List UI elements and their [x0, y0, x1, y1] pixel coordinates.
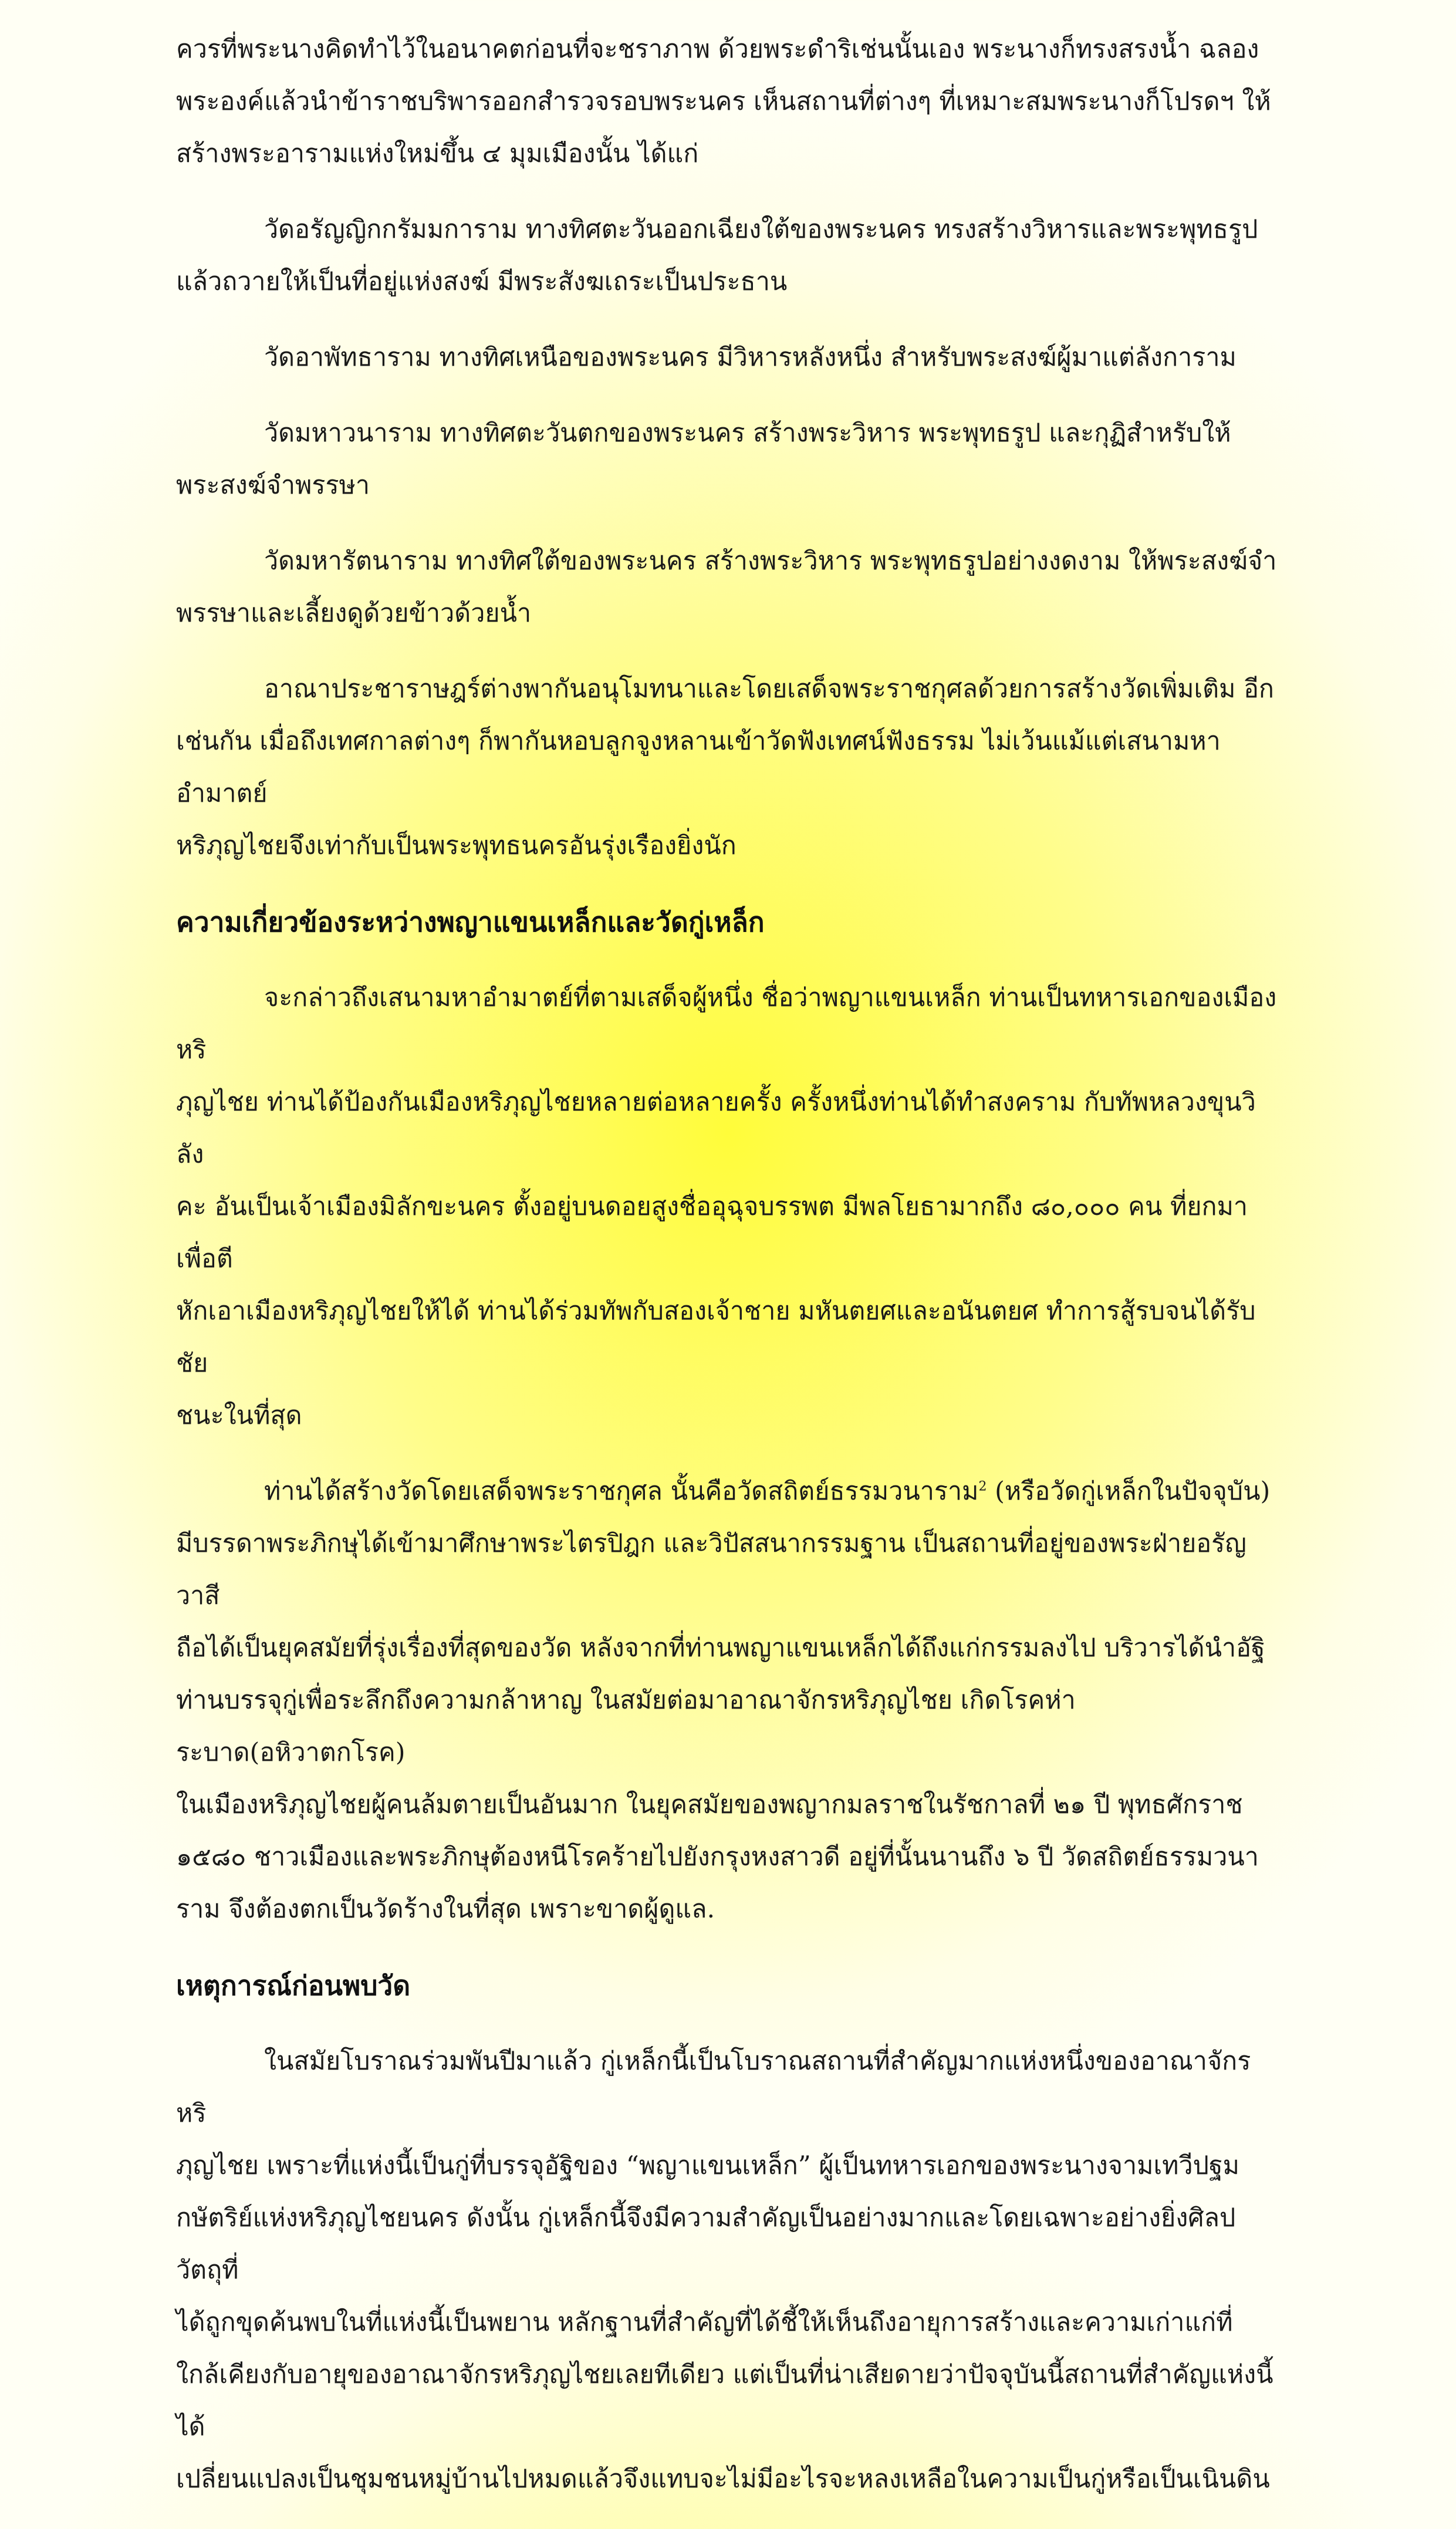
paragraph-wat-maharattanaram: วัดมหารัตนาราม ทางทิศใต้ของพระนคร สร้างพระวิหาร พระพุทธรูปอย่างงดงาม ให้พระสงฆ์จำ พรรษาและเลี้ยงดูด้วยข้าวด้วยน้ำ [176, 546, 1277, 628]
paragraph-wat-aphattharam: วัดอาพัทธาราม ทางทิศเหนือของพระนคร มีวิหารหลังหนึ่ง สำหรับพระสงฆ์ผู้มาแต่ลังการาม [264, 343, 1237, 372]
paragraph-wat-mahawanaram: วัดมหาวนาราม ทางทิศตะวันตกของพระนคร สร้างพระวิหาร พระพุทธรูป และกุฏิสำหรับให้ พระสงฆ์จำพรรษา [176, 418, 1231, 500]
paragraph-intro: ควรที่พระนางคิดทำไว้ในอนาคตก่อนที่จะชราภาพ ด้วยพระดำริเช่นนั้นเอง พระนางก็ทรงสรงน้ำ ฉลอง พระองค์แล้วนำข้าราชบริพารออกสำรวจรอบพระนคร เห็นสถานที่ต่างๆ ที่เหมาะสมพระนางก็โปรดฯ ให้ สร้างพระอารามแห่งใหม่ขึ้น ๔ มุมเมืองนั้น ได้แก่ [176, 35, 1271, 168]
footnote-marker: 2 [978, 1479, 987, 1494]
section-heading-relationship: ความเกี่ยวข้องระหว่างพญาแขนเหล็กและวัดกู่เหล็ก [176, 906, 765, 938]
paragraph-people-merit: อาณาประชาราษฎร์ต่างพากันอนุโมทนาและโดยเสด็จพระราชกุศลด้วยการสร้างวัดเพิ่มเติม อีก เช่นกัน เมื่อถึงเทศกาลต่างๆ ก็พากันหอบลูกจูงหลานเข้าวัดฟังเทศน์ฟังธรรม ไม่เว้นแม้แต่เสนามหาอำมาตย์ หริภุญไชยจึงเท่ากับเป็นพระพุทธนครอันรุ่งเรืองยิ่งนัก [176, 674, 1274, 860]
paragraph-wat-sathit: ท่านได้สร้างวัดโดยเสด็จพระราชกุศล นั้นคือวัดสถิตย์ธรรมวนาราม$^2$ (หรือวัดกู่เหล็กในปัจจุบัน) มีบรรดาพระภิกษุได้เข้ามาศึกษาพระไตรปิฎก และวิปัสสนากรรมฐาน เป็นสถานที่อยู่ของพระฝ่ายอรัญวาสี ถือได้เป็นยุคสมัยที่รุ่งเรื่องที่สุดของวัด หลังจากที่ท่านพญาแขนเหล็กได้ถึงแก่กรรมลงไป บริวารได้นำอัฐิ ท่านบรรจุกู่เพื่อระลึกถึงความกล้าหาญ ในสมัยต่อมาอาณาจักรหริภุญไชย เกิดโรคห่าระบาด(อหิวาตกโรค) ในเมืองหริภุญไชยผู้คนล้มตายเป็นอันมาก ในยุคสมัยของพญากมลราชในรัชกาลที่ ๒๑ ปี พุทธศักราช ๑๕๘๐ ชาวเมืองและพระภิกษุต้องหนีโรคร้ายไปยังกรุงหงสาวดี อยู่ที่นั้นนานถึง ๖ ปี วัดสถิตย์ธรรมวนา ราม จึงต้องตกเป็นวัดร้างในที่สุด เพราะขาดผู้ดูแล. [176, 1477, 1271, 1924]
paragraph-ancient-site: ในสมัยโบราณร่วมพันปีมาแล้ว กู่เหล็กนี้เป็นโบราณสถานที่สำคัญมากแห่งหนึ่งของอาณาจักรหริ ภุญไชย เพราะที่แห่งนี้เป็นกู่ที่บรรจุอัฐิของ “พญาแขนเหล็ก” ผู้เป็นทหารเอกของพระนางจามเทวีปฐม กษัตริย์แห่งหริภุญไชยนคร ดังนั้น กู่เหล็กนี้จึงมีความสำคัญเป็นอย่างมากและโดยเฉพาะอย่างยิ่งศิลปวัตถุที่ ได้ถูกขุดค้นพบในที่แห่งนี้เป็นพยาน หลักฐานที่สำคัญที่ได้ชี้ให้เห็นถึงอายุการสร้างและความเก่าแก่ที่ ใกล้เคียงกับอายุของอาณาจักรหริภุญไชยเลยทีเดียว แต่เป็นที่น่าเสียดายว่าปัจจุบันนี้สถานที่สำคัญแห่งนี้ได้ เปลี่ยนแปลงเป็นชุมชนหมู่บ้านไปหมดแล้วจึงแทบจะไม่มีอะไรจะหลงเหลือในความเป็นกู่หรือเป็นเนินดิน [176, 2047, 1273, 2494]
paragraph-phaya-khaen-lek: จะกล่าวถึงเสนามหาอำมาตย์ที่ตามเสด็จผู้หนึ่ง ชื่อว่าพญาแขนเหล็ก ท่านเป็นทหารเอกของเมืองหริ ภุญไชย ท่านได้ป้องกันเมืองหริภุญไชยหลายต่อหลายครั้ง ครั้งหนึ่งท่านได้ทำสงคราม กับทัพหลวงขุนวิลัง คะ อันเป็นเจ้าเมืองมิลักขะนคร ตั้งอยู่บนดอยสูงชื่ออุฉุจบรรพต มีพลโยธามากถึง ๘๐,๐๐๐ คน ที่ยกมาเพื่อตี หักเอาเมืองหริภุญไชยให้ได้ ท่านได้ร่วมทัพกับสองเจ้าชาย มหันตยศและอนันตยศ ทำการสู้รบจนได้รับชัย ชนะในที่สุด [176, 983, 1277, 1430]
section-heading-before-discovery: เหตุการณ์ก่อนพบวัด [176, 1970, 411, 2001]
document-page [176, 23, 1279, 2529]
paragraph-wat-aranyik: วัดอรัญญิกกรัมมการาม ทางทิศตะวันออกเฉียงใต้ของพระนคร ทรงสร้างวิหารและพระพุทธรูป แล้วถวายให้เป็นที่อยู่แห่งสงฆ์ มีพระสังฆเถระเป็นประธาน [176, 215, 1258, 296]
